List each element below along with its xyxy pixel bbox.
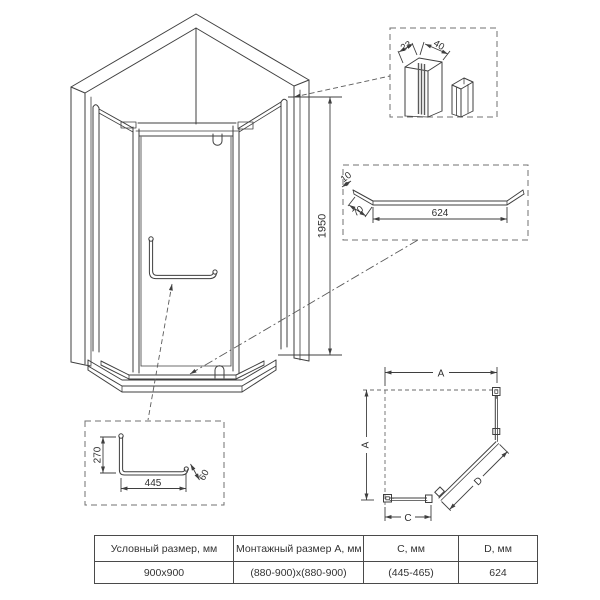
table-header-d: D, мм [459,536,538,562]
plan-magnet-profile [426,495,433,503]
size-table-value-row [95,562,538,584]
wall-profile-small [452,78,473,117]
wall-profile-large [405,58,442,117]
dim-270-label: 270 [92,446,104,464]
dim-1950-label: 1950 [316,213,329,239]
dim-23-label: 23 [398,39,414,54]
dim-60-label: 60 [197,467,212,483]
plan-view [360,366,509,524]
plan-door-hinge-top [493,429,500,435]
dim-c-label: C [404,513,412,524]
bar-detail-box [339,165,528,240]
dim-a-top-label: A [437,368,445,380]
table-value-nominal-size: 900x900 [95,562,234,584]
door-bottom-pivot [215,366,224,378]
handle-detail [119,434,189,475]
sill-threshold [88,360,276,392]
plan-door-hinge-bottom [435,487,445,497]
shower-enclosure [93,99,287,378]
stabilizer-bar [353,190,524,205]
table-header-mounting-size-a: Монтажный размер A, мм [234,536,364,562]
dim-d-label: D [472,475,486,489]
table-value-d: 624 [459,562,538,584]
handle-detail-box [85,421,224,505]
dimension-height-1950 [278,97,342,355]
plan-wall-profile-right [493,388,501,399]
table-header-c: C, мм [364,536,459,562]
dim-70-label: 70 [350,203,366,219]
leader-lines [148,76,418,420]
size-table-header-row [95,536,538,562]
door-handle [149,237,217,279]
table-value-c: (445-465) [364,562,459,584]
dim-445-label: 445 [144,478,162,489]
table-header-nominal-size: Условный размер, мм [95,536,234,562]
dim-10-label: 10 [338,169,354,185]
profile-detail-box [390,28,497,117]
table-value-mounting-size-a: (880-900)x(880-900) [234,562,364,584]
dim-624-label: 624 [431,208,449,219]
main-isometric-view [71,14,342,392]
dim-40-label: 40 [431,37,447,53]
size-table [94,535,538,584]
dim-a-left-label: A [360,441,372,449]
corner-walls [71,14,309,366]
